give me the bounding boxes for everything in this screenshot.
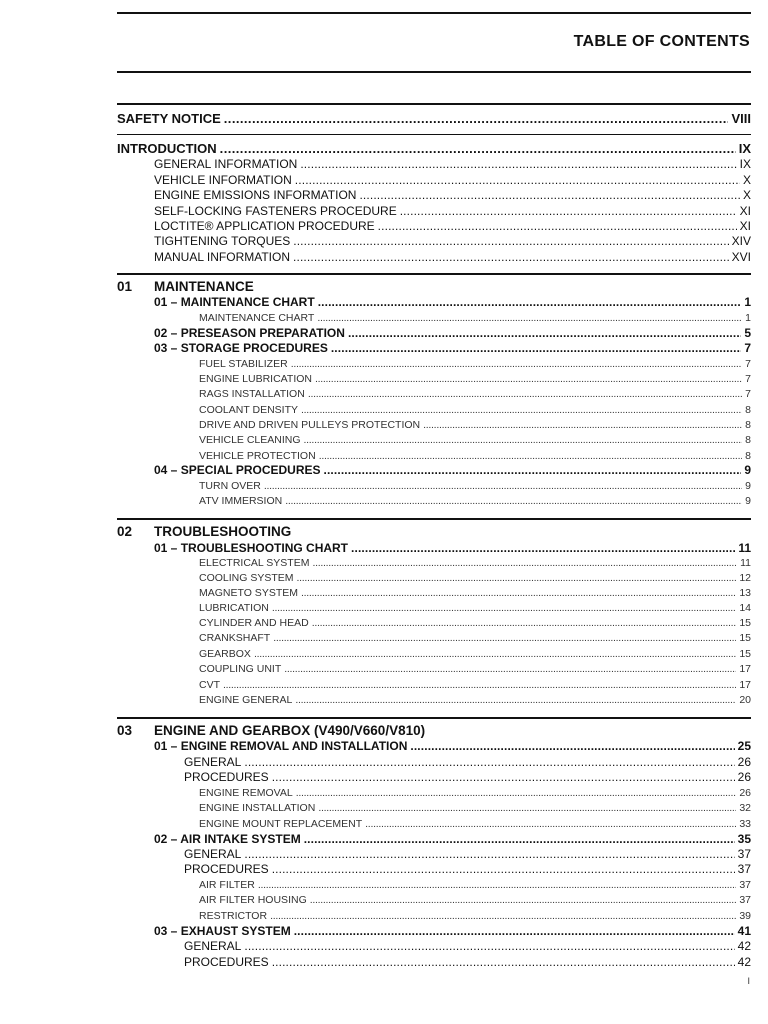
toc-entry-page: XI xyxy=(739,219,751,233)
toc-entry[interactable] xyxy=(154,189,751,201)
toc-entry-page: 13 xyxy=(739,587,751,599)
dot-leader xyxy=(312,558,737,569)
toc-entry-page: 33 xyxy=(739,818,751,830)
section-heading[interactable] xyxy=(117,724,425,738)
toc-entry[interactable] xyxy=(199,819,751,830)
toc-entry-page: 15 xyxy=(739,632,751,644)
toc-entry[interactable] xyxy=(184,940,751,952)
dot-leader xyxy=(295,174,740,186)
toc-entry-label: ENGINE MOUNT REPLACEMENT xyxy=(199,818,363,830)
toc-entry[interactable] xyxy=(154,205,751,217)
toc-entry-page: XIV xyxy=(731,234,751,248)
toc-entry-label: VEHICLE CLEANING xyxy=(199,434,301,446)
section-rule-01 xyxy=(117,273,751,275)
toc-entry[interactable] xyxy=(199,374,751,385)
toc-entry-page: 8 xyxy=(745,434,751,446)
toc-entry[interactable] xyxy=(199,803,751,814)
toc-entry[interactable] xyxy=(199,880,751,891)
section-number: 02 xyxy=(117,524,133,539)
toc-entry[interactable] xyxy=(154,296,751,308)
dot-leader xyxy=(317,313,742,324)
toc-entry[interactable] xyxy=(184,863,751,875)
toc-entry-page: 37 xyxy=(739,894,751,906)
dot-leader xyxy=(223,680,736,691)
toc-entry-page: 15 xyxy=(739,648,751,660)
section-rule-02 xyxy=(117,518,751,520)
dot-leader xyxy=(318,296,742,308)
toc-entry[interactable] xyxy=(199,911,751,922)
toc-entry[interactable] xyxy=(199,496,751,507)
dot-leader xyxy=(410,740,734,752)
toc-entry[interactable] xyxy=(184,956,751,968)
toc-entry-label: GENERAL xyxy=(184,939,242,953)
toc-entry-page: 42 xyxy=(737,939,751,953)
toc-entry[interactable] xyxy=(154,833,751,845)
toc-entry-page: 26 xyxy=(739,787,751,799)
section-rule-03 xyxy=(117,717,751,719)
toc-entry-page: IX xyxy=(738,141,751,156)
toc-entry[interactable] xyxy=(154,464,751,476)
toc-entry-label: ELECTRICAL SYSTEM xyxy=(199,557,310,569)
toc-entry[interactable] xyxy=(199,313,751,324)
dot-leader xyxy=(244,756,734,768)
toc-entry-page: 9 xyxy=(745,495,751,507)
toc-entry[interactable] xyxy=(199,895,751,906)
dot-leader xyxy=(273,633,736,644)
section-title: TROUBLESHOOTING xyxy=(154,524,292,539)
toc-entry[interactable] xyxy=(199,359,751,370)
toc-entry-label: LOCTITE® APPLICATION PROCEDURE xyxy=(154,219,375,233)
dot-leader xyxy=(294,925,735,937)
dot-leader xyxy=(244,848,734,860)
toc-entry-label: DRIVE AND DRIVEN PULLEYS PROTECTION xyxy=(199,419,421,431)
dot-leader xyxy=(291,359,742,370)
toc-entry-page: 8 xyxy=(745,404,751,416)
toc-entry-page: X xyxy=(742,173,751,187)
dot-leader xyxy=(304,435,743,446)
toc-entry-label: TURN OVER xyxy=(199,480,261,492)
toc-entry-page: 7 xyxy=(745,373,751,385)
toc-entry-label: COOLING SYSTEM xyxy=(199,572,294,584)
dot-leader xyxy=(295,695,736,706)
toc-entry-page: XVI xyxy=(731,250,751,264)
toc-entry-label: 01 – MAINTENANCE CHART xyxy=(154,295,315,309)
toc-entry-page: 26 xyxy=(737,770,751,784)
toc-entry[interactable] xyxy=(199,389,751,400)
page-title: TABLE OF CONTENTS xyxy=(573,33,750,50)
dot-leader xyxy=(244,940,734,952)
toc-entry-page: 5 xyxy=(744,326,751,340)
section-heading[interactable] xyxy=(117,280,254,294)
dot-leader xyxy=(400,205,737,217)
toc-entry-label: GENERAL xyxy=(184,847,242,861)
toc-entry[interactable] xyxy=(117,112,751,125)
toc-entry-page: 15 xyxy=(739,617,751,629)
toc-entry-page: 7 xyxy=(745,388,751,400)
toc-entry-page: XI xyxy=(739,204,751,218)
dot-leader xyxy=(301,405,742,416)
toc-entry-label: 04 – SPECIAL PROCEDURES xyxy=(154,463,321,477)
toc-entry[interactable] xyxy=(154,174,751,186)
toc-entry-label: INTRODUCTION xyxy=(117,141,217,156)
toc-entry[interactable] xyxy=(199,695,751,706)
toc-entry-label: GEARBOX xyxy=(199,648,251,660)
toc-entry[interactable] xyxy=(199,435,751,446)
toc-entry-page: 9 xyxy=(744,463,751,477)
section-number: 03 xyxy=(117,723,133,738)
dot-leader xyxy=(293,235,728,247)
toc-entry-label: LUBRICATION xyxy=(199,602,269,614)
toc-entry-label: 03 – STORAGE PROCEDURES xyxy=(154,341,328,355)
dot-leader xyxy=(272,771,735,783)
toc-entry[interactable] xyxy=(199,788,751,799)
toc-entry[interactable] xyxy=(154,220,751,232)
toc-entry-page: 11 xyxy=(738,541,751,555)
toc-entry-page: 20 xyxy=(739,694,751,706)
toc-entry-label: CRANKSHAFT xyxy=(199,632,271,644)
toc-entry[interactable] xyxy=(199,420,751,431)
dot-leader xyxy=(308,389,742,400)
toc-entry-page: 12 xyxy=(739,572,751,584)
dot-leader xyxy=(378,220,737,232)
toc-entry[interactable] xyxy=(184,848,751,860)
dot-leader xyxy=(293,251,729,263)
toc-entry-label: COUPLING UNIT xyxy=(199,663,282,675)
dot-leader xyxy=(220,142,736,155)
toc-entry-label: ATV IMMERSION xyxy=(199,495,283,507)
toc-entry-label: ENGINE LUBRICATION xyxy=(199,373,312,385)
toc-entry-page: 25 xyxy=(737,739,751,753)
toc-entry-label: PROCEDURES xyxy=(184,955,269,969)
toc-entry-page: 8 xyxy=(745,419,751,431)
toc-entry-page: 37 xyxy=(739,879,751,891)
dot-leader xyxy=(315,374,742,385)
toc-entry-page: 37 xyxy=(737,862,751,876)
toc-entry-page: 39 xyxy=(739,910,751,922)
dot-leader xyxy=(224,112,729,125)
dot-leader xyxy=(264,481,742,492)
dot-leader xyxy=(297,573,737,584)
toc-entry-label: 02 – AIR INTAKE SYSTEM xyxy=(154,832,301,846)
toc-entry-label: RESTRICTOR xyxy=(199,910,268,922)
toc-entry[interactable] xyxy=(199,405,751,416)
toc-entry-label: CYLINDER AND HEAD xyxy=(199,617,309,629)
section-number: 01 xyxy=(117,279,133,294)
toc-entry-page: 7 xyxy=(745,358,751,370)
toc-entry-page: 41 xyxy=(737,924,751,938)
page-number: I xyxy=(747,976,750,986)
title-rule xyxy=(117,71,751,73)
toc-entry-page: X xyxy=(742,188,751,202)
toc-entry[interactable] xyxy=(154,235,751,247)
toc-entry-label: 02 – PRESEASON PREPARATION xyxy=(154,326,345,340)
section-title: MAINTENANCE xyxy=(154,279,254,294)
front-rule-1 xyxy=(117,103,751,105)
toc-entry-label: COOLANT DENSITY xyxy=(199,404,298,416)
dot-leader xyxy=(365,819,736,830)
toc-entry-label: GENERAL xyxy=(184,755,242,769)
toc-entry[interactable] xyxy=(154,740,751,752)
toc-entry[interactable] xyxy=(199,618,751,629)
toc-entry-label: PROCEDURES xyxy=(184,862,269,876)
section-heading[interactable] xyxy=(117,525,291,539)
toc-entry-label: MAINTENANCE CHART xyxy=(199,312,315,324)
toc-entry[interactable] xyxy=(199,558,751,569)
toc-entry[interactable] xyxy=(154,925,751,937)
toc-entry-page: 37 xyxy=(737,847,751,861)
toc-entry-page: 8 xyxy=(745,450,751,462)
front-rule-2 xyxy=(117,134,751,135)
toc-entry[interactable] xyxy=(199,603,751,614)
dot-leader xyxy=(258,880,737,891)
toc-entry-label: GENERAL INFORMATION xyxy=(154,157,298,171)
toc-entry-page: 1 xyxy=(744,295,751,309)
toc-entry-label: 01 – TROUBLESHOOTING CHART xyxy=(154,541,349,555)
toc-entry[interactable] xyxy=(199,633,751,644)
toc-entry-label: AIR FILTER HOUSING xyxy=(199,894,307,906)
toc-entry-label: VEHICLE PROTECTION xyxy=(199,450,316,462)
toc-entry-page: 26 xyxy=(737,755,751,769)
toc-entry-label: TIGHTENING TORQUES xyxy=(154,234,291,248)
toc-entry-page: IX xyxy=(739,157,751,171)
toc-entry-page: 1 xyxy=(745,312,751,324)
toc-entry-label: SAFETY NOTICE xyxy=(117,111,221,126)
toc-entry-page: 14 xyxy=(739,602,751,614)
top-rule xyxy=(117,12,751,14)
toc-entry[interactable] xyxy=(184,771,751,783)
dot-leader xyxy=(270,911,736,922)
toc-entry-page: 17 xyxy=(739,663,751,675)
toc-entry[interactable] xyxy=(154,342,751,354)
toc-entry-label: 01 – ENGINE REMOVAL AND INSTALLATION xyxy=(154,739,408,753)
toc-entry-page: 35 xyxy=(737,832,751,846)
section-title: ENGINE AND GEARBOX (V490/V660/V810) xyxy=(154,723,426,738)
dot-leader xyxy=(312,618,737,629)
dot-leader xyxy=(285,496,742,507)
dot-leader xyxy=(324,464,742,476)
toc-entry-label: MAGNETO SYSTEM xyxy=(199,587,298,599)
dot-leader xyxy=(254,649,736,660)
dot-leader xyxy=(423,420,742,431)
dot-leader xyxy=(351,542,735,554)
toc-entry[interactable] xyxy=(184,756,751,768)
dot-leader xyxy=(348,327,741,339)
toc-entry-page: VIII xyxy=(731,111,751,126)
toc-entry[interactable] xyxy=(154,251,751,263)
toc-entry-label: SELF-LOCKING FASTENERS PROCEDURE xyxy=(154,204,397,218)
toc-entry-label: ENGINE INSTALLATION xyxy=(199,802,316,814)
toc-entry[interactable] xyxy=(154,327,751,339)
toc-entry-page: 11 xyxy=(740,557,751,569)
toc-entry[interactable] xyxy=(117,142,751,155)
toc-entry-label: AIR FILTER xyxy=(199,879,255,891)
toc-entry[interactable] xyxy=(199,451,751,462)
dot-leader xyxy=(319,451,742,462)
toc-entry-page: 32 xyxy=(739,802,751,814)
toc-entry[interactable] xyxy=(199,680,751,691)
dot-leader xyxy=(272,603,736,614)
dot-leader xyxy=(310,895,737,906)
toc-entry-label: MANUAL INFORMATION xyxy=(154,250,291,264)
dot-leader xyxy=(318,803,736,814)
toc-entry-label: ENGINE REMOVAL xyxy=(199,787,293,799)
toc-entry-label: PROCEDURES xyxy=(184,770,269,784)
dot-leader xyxy=(272,956,735,968)
toc-entry[interactable] xyxy=(154,542,751,554)
toc-entry-label: FUEL STABILIZER xyxy=(199,358,288,370)
toc-entry-label: VEHICLE INFORMATION xyxy=(154,173,292,187)
dot-leader xyxy=(331,342,741,354)
toc-entry[interactable] xyxy=(199,649,751,660)
toc-entry-label: 03 – EXHAUST SYSTEM xyxy=(154,924,291,938)
toc-entry-page: 42 xyxy=(737,955,751,969)
dot-leader xyxy=(284,664,736,675)
toc-entry-page: 17 xyxy=(739,679,751,691)
toc-entry-page: 7 xyxy=(744,341,751,355)
toc-entry-label: ENGINE EMISSIONS INFORMATION xyxy=(154,188,357,202)
toc-entry[interactable] xyxy=(199,481,751,492)
dot-leader xyxy=(296,788,737,799)
dot-leader xyxy=(301,588,736,599)
toc-entry[interactable] xyxy=(199,588,751,599)
dot-leader xyxy=(304,833,735,845)
toc-entry-label: RAGS INSTALLATION xyxy=(199,388,305,400)
dot-leader xyxy=(359,189,740,201)
dot-leader xyxy=(272,863,735,875)
toc-entry-label: CVT xyxy=(199,679,220,691)
toc-entry-page: 9 xyxy=(745,480,751,492)
toc-entry[interactable] xyxy=(154,158,751,170)
toc-entry[interactable] xyxy=(199,573,751,584)
dot-leader xyxy=(300,158,736,170)
toc-entry[interactable] xyxy=(199,664,751,675)
toc-entry-label: ENGINE GENERAL xyxy=(199,694,293,706)
